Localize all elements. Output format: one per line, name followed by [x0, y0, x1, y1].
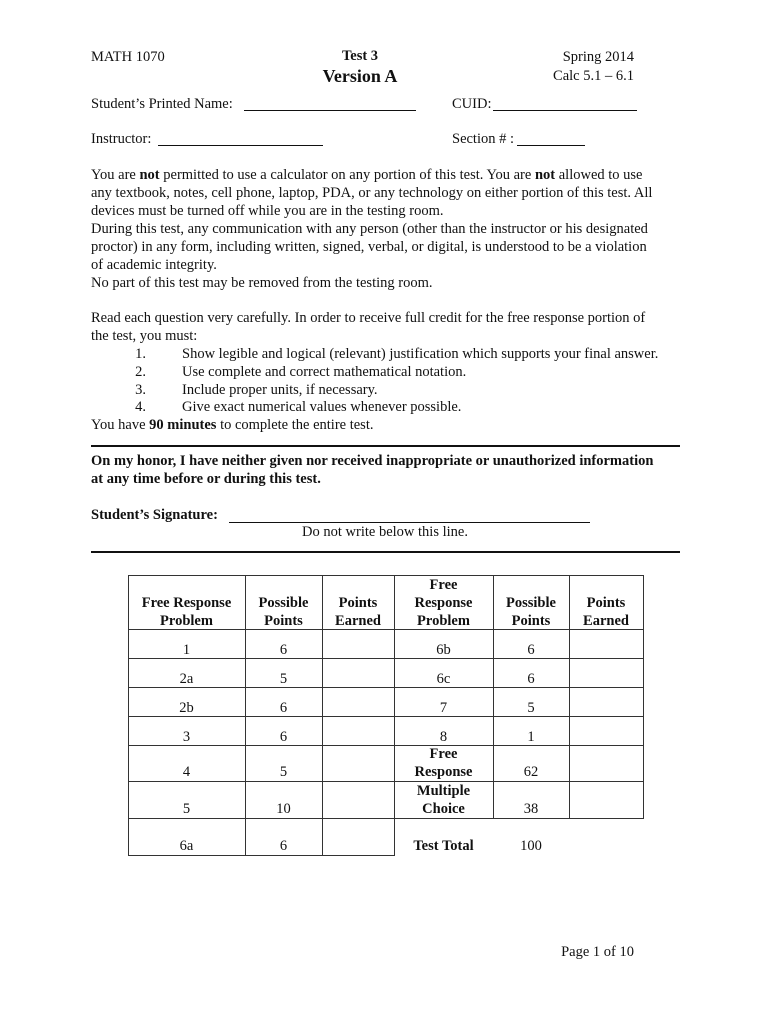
header-possible-points-2: Possible Points	[506, 595, 556, 629]
problem-number: 2b	[179, 700, 194, 716]
test-title: Test 3	[341, 48, 379, 64]
possible-points: 5	[279, 671, 288, 687]
possible-points: 6	[279, 700, 288, 716]
test-total-label: Test Total	[413, 838, 474, 854]
points-earned-cell[interactable]	[323, 819, 394, 855]
points-earned-cell[interactable]	[570, 630, 643, 658]
points-earned-cell[interactable]	[323, 746, 394, 781]
rules-line-3: devices must be turned off while you are in the testing room.	[91, 203, 444, 219]
problem-number: 7	[439, 700, 448, 716]
test-version: Version A	[322, 66, 398, 86]
problem-number: 3	[182, 729, 191, 745]
possible-points: 1	[527, 729, 535, 745]
possible-points: 6	[527, 642, 535, 658]
problem-number: 4	[182, 764, 191, 780]
problem-number: 6c	[436, 671, 451, 687]
instruction-item: 3. Include proper units, if necessary.	[135, 382, 378, 398]
rules-line-6: of academic integrity.	[91, 257, 217, 273]
do-not-write-note: Do not write below this line.	[302, 524, 468, 540]
instructions-line-2: the test, you must:	[91, 328, 198, 344]
honor-line-1: On my honor, I have neither given nor received inappropriate or unauthorized information	[91, 453, 654, 469]
rules-line-2: any textbook, notes, cell phone, laptop, PDA, or any technology on either portion of this test. All	[91, 185, 653, 201]
rules-line-4: During this test, any communication with any person (other than the instructor or his designated	[91, 221, 648, 237]
header-points-earned-2: Points Earned	[583, 595, 629, 629]
possible-points: 5	[279, 764, 288, 780]
time-limit: You have 90 minutes to complete the entire test.	[91, 417, 374, 433]
header-free-response-problem: Free Response Problem	[141, 595, 232, 629]
cuid-label: CUID:	[452, 96, 492, 112]
multiple-choice-points: 38	[523, 801, 539, 817]
problem-number: 6b	[436, 642, 451, 658]
possible-points: 5	[527, 700, 535, 716]
header-points-earned: Points Earned	[335, 595, 381, 629]
problem-number: 6a	[179, 838, 194, 854]
rules-line-7: No part of this test may be removed from the testing room.	[91, 275, 433, 291]
instructor-label: Instructor:	[91, 131, 152, 147]
possible-points: 6	[279, 838, 288, 854]
free-response-subtotal-label: Free Response	[414, 746, 473, 780]
possible-points: 6	[279, 642, 288, 658]
instruction-item: 2. Use complete and correct mathematical notation.	[135, 364, 467, 380]
calc-sections: Calc 5.1 – 6.1	[553, 68, 634, 84]
points-earned-cell[interactable]	[323, 782, 394, 818]
instruction-item: 1. Show legible and logical (relevant) justification which supports your final answer.	[135, 346, 659, 362]
signature-label: Student’s Signature:	[91, 507, 218, 523]
section-label: Section # :	[452, 131, 515, 147]
points-earned-cell[interactable]	[323, 630, 394, 658]
points-earned-cell[interactable]	[323, 659, 394, 687]
rules-line-1: You are not permitted to use a calculator on any portion of this test. You are not allowed to use	[91, 167, 643, 183]
instructions-line-1: Read each question very carefully. In order to receive full credit for the free response portion of	[91, 310, 646, 326]
points-earned-cell[interactable]	[323, 717, 394, 745]
points-earned-cell[interactable]	[570, 717, 643, 745]
name-label: Student’s Printed Name:	[91, 96, 233, 112]
problem-number: 1	[182, 642, 191, 658]
header-possible-points: Possible Points	[258, 595, 309, 629]
points-earned-cell[interactable]	[323, 688, 394, 716]
page-number: Page 1 of 10	[561, 944, 634, 960]
problem-number: 5	[182, 801, 191, 817]
points-earned-cell[interactable]	[570, 659, 643, 687]
term: Spring 2014	[562, 49, 634, 65]
possible-points: 10	[276, 801, 291, 817]
header-free-response-problem-2: Free Response Problem	[414, 577, 473, 629]
problem-number: 8	[439, 729, 448, 745]
instruction-item: 4. Give exact numerical values whenever possible.	[135, 399, 462, 415]
rules-line-5: proctor) in any form, including written, signed, verbal, or digital, is understood to be a violation	[91, 239, 647, 255]
points-earned-cell[interactable]	[570, 746, 643, 781]
possible-points: 6	[527, 671, 535, 687]
test-total-points: 100	[520, 838, 542, 854]
points-earned-cell[interactable]	[570, 782, 643, 818]
free-response-points: 62	[523, 764, 539, 780]
points-earned-cell[interactable]	[570, 688, 643, 716]
problem-number: 2a	[179, 671, 194, 687]
multiple-choice-label: Multiple Choice	[416, 783, 471, 817]
course-name: MATH 1070	[91, 49, 165, 65]
honor-line-2: at any time before or during this test.	[91, 471, 321, 487]
possible-points: 6	[279, 729, 288, 745]
